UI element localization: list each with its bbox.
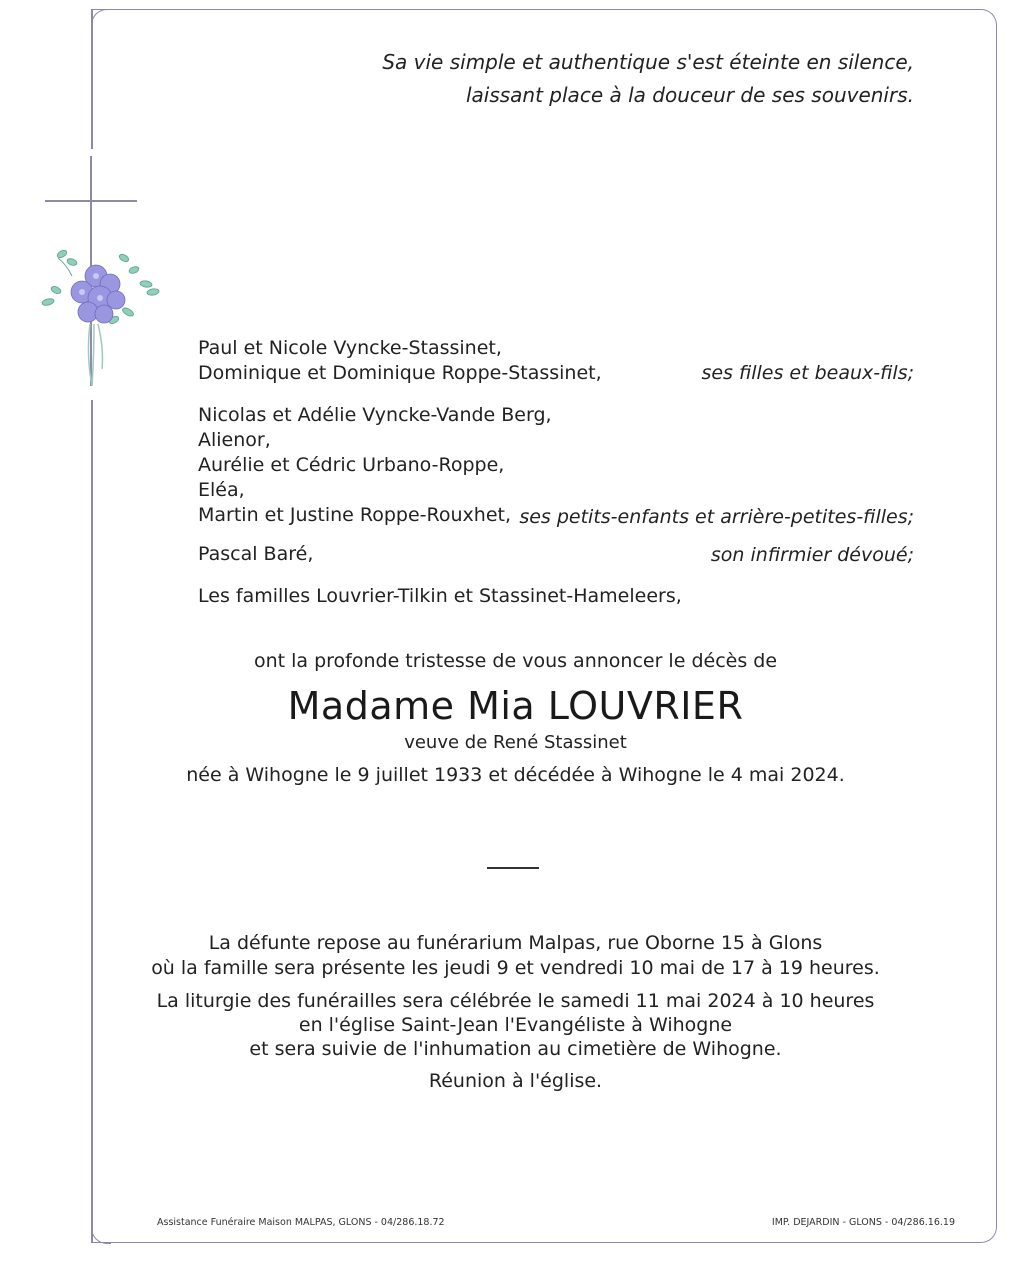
family-relation: ses petits-enfants et arrière-petites-filles;: [519, 506, 914, 528]
card-frame-left-edge-bottom: [91, 400, 93, 1243]
family-name: Paul et Nicole Vyncke-Stassinet,: [198, 337, 502, 359]
family-relation: son infirmier dévoué;: [710, 544, 914, 566]
family-name: Les familles Louvrier-Tilkin et Stassinet-Hameleers,: [198, 585, 682, 607]
cross-horizontal-bar: [45, 200, 137, 202]
family-name: Aurélie et Cédric Urbano-Roppe,: [198, 454, 505, 476]
announcement-text: ont la profonde tristesse de vous annoncer le décès de: [253, 650, 778, 672]
info-line: et sera suivie de l'inhumation au cimetière de Wihogne.: [249, 1038, 782, 1060]
separator-line: [487, 867, 539, 869]
info-line: en l'église Saint-Jean l'Evangéliste à Wihogne: [298, 1014, 733, 1036]
family-name: Pascal Baré,: [198, 543, 314, 565]
family-name: Martin et Justine Roppe-Rouxhet,: [198, 504, 511, 526]
footer-printer: IMP. DEJARDIN - GLONS - 04/286.16.19: [771, 1217, 955, 1228]
info-line: La liturgie des funérailles sera célébrée le samedi 11 mai 2024 à 10 heures: [156, 990, 875, 1012]
info-line: Réunion à l'église.: [428, 1070, 603, 1092]
card-frame-left-edge-top: [91, 9, 93, 149]
family-name: Nicolas et Adélie Vyncke-Vande Berg,: [198, 404, 552, 426]
info-line: La défunte repose au funérarium Malpas, rue Oborne 15 à Glons: [208, 932, 823, 954]
deceased-name: Madame Mia LOUVRIER: [287, 684, 744, 728]
family-name: Eléa,: [198, 479, 245, 501]
family-name: Dominique et Dominique Roppe-Stassinet,: [198, 362, 602, 384]
deceased-dates: née à Wihogne le 9 juillet 1933 et décédée à Wihogne le 4 mai 2024.: [186, 764, 845, 786]
footer-funeral-home: Assistance Funéraire Maison MALPAS, GLONS - 04/286.18.72: [157, 1217, 445, 1228]
epigraph: [382, 46, 914, 112]
info-line: où la famille sera présente les jeudi 9 et vendredi 10 mai de 17 à 19 heures.: [151, 957, 880, 979]
epigraph-line: laissant place à la douceur de ses souvenirs.: [465, 83, 914, 107]
family-relation: ses filles et beaux-fils;: [701, 362, 914, 384]
epigraph-line: Sa vie simple et authentique s'est éteinte en silence,: [382, 50, 914, 74]
flower-bouquet-icon: [38, 240, 163, 390]
deceased-widow-of: veuve de René Stassinet: [404, 732, 627, 753]
family-name: Alienor,: [198, 429, 271, 451]
